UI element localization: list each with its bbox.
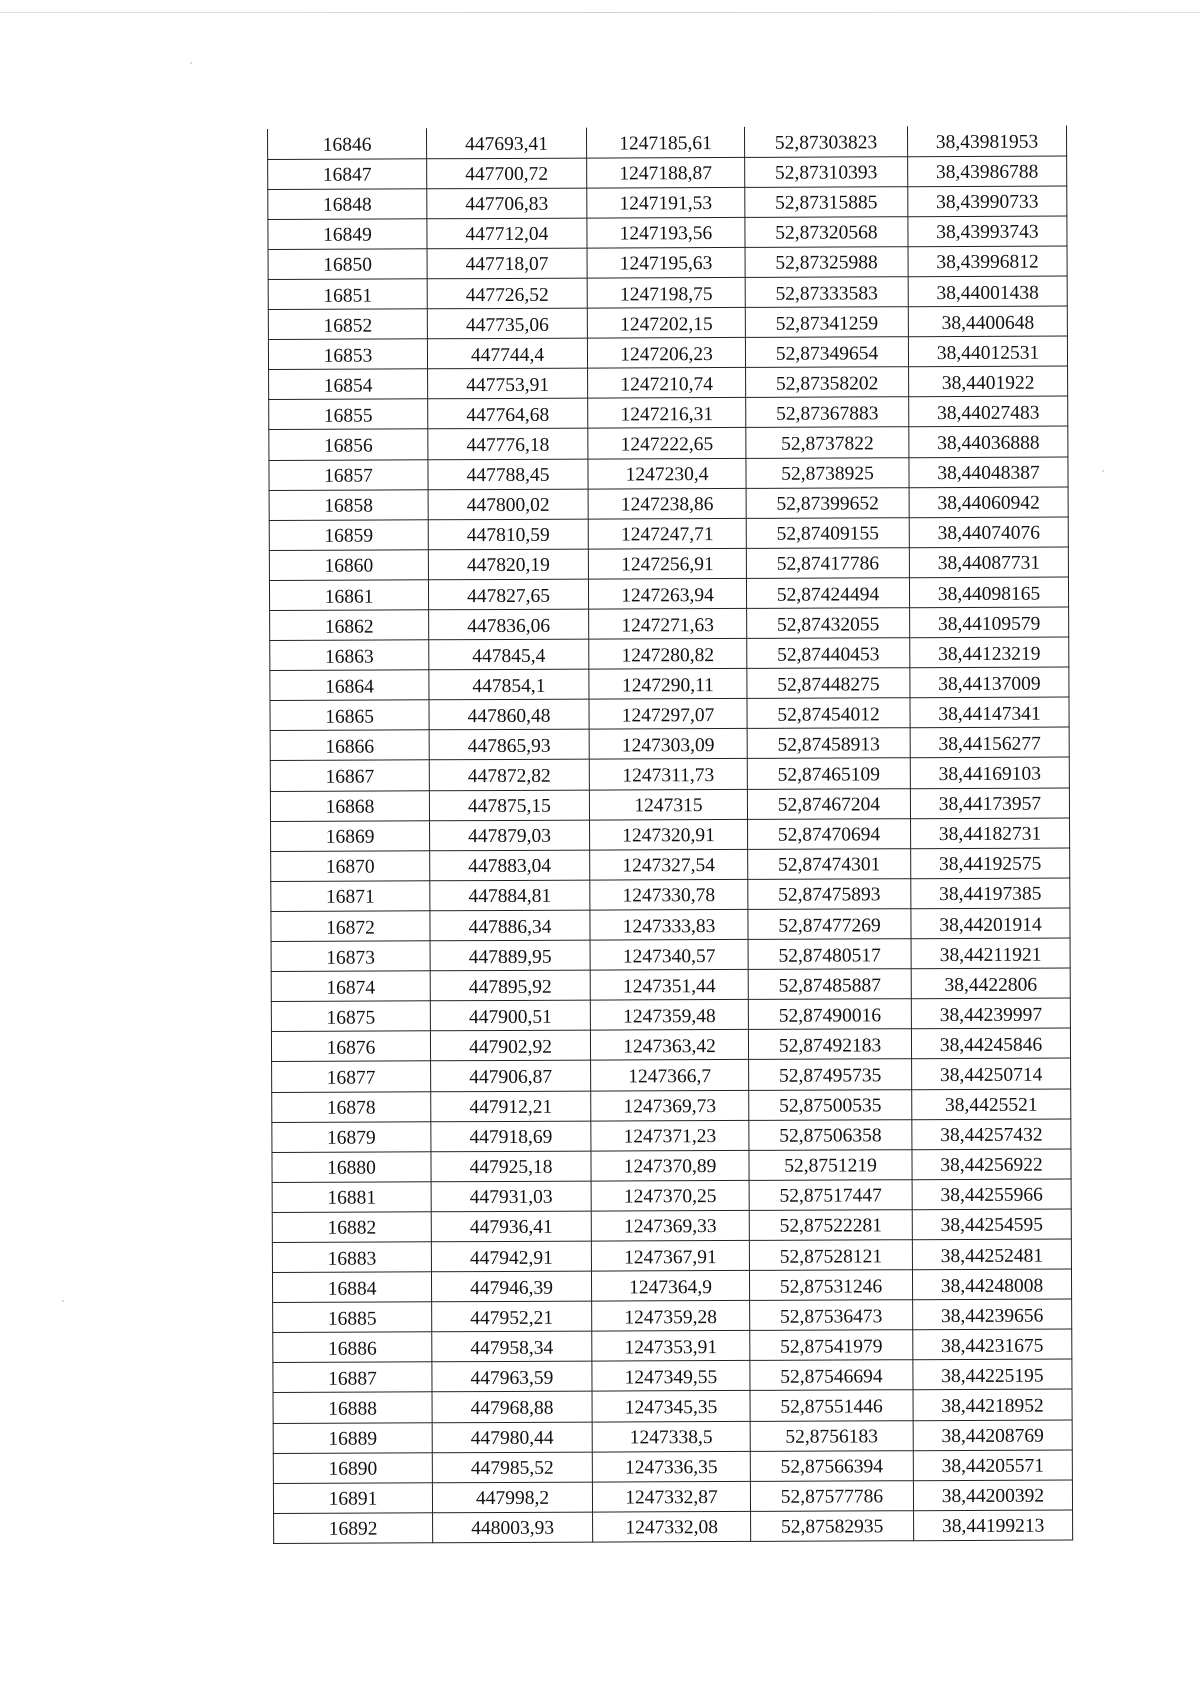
- x-coordinate-cell: 447820,19: [428, 549, 588, 580]
- point-number-cell: 16873: [271, 941, 430, 972]
- table-row: [270, 727, 1069, 761]
- point-number-cell: 16885: [273, 1302, 432, 1333]
- y-coordinate-cell: 1247185,61: [586, 127, 744, 158]
- x-coordinate-cell: 447963,59: [432, 1361, 592, 1392]
- x-coordinate-cell: 447718,07: [427, 248, 587, 279]
- latitude-cell: 52,87399652: [746, 487, 909, 518]
- table-row: [273, 1329, 1072, 1363]
- longitude-cell: 38,4400648: [908, 306, 1067, 337]
- y-coordinate-cell: 1247332,08: [593, 1511, 751, 1542]
- point-number-cell: 16871: [271, 881, 430, 912]
- x-coordinate-cell: 447764,68: [428, 398, 588, 429]
- point-number-cell: 16877: [272, 1061, 431, 1092]
- table-row: [272, 1149, 1071, 1183]
- longitude-cell: 38,4425521: [912, 1089, 1071, 1120]
- table-row: [270, 667, 1069, 701]
- y-coordinate-cell: 1247303,09: [589, 729, 747, 760]
- point-number-cell: 16892: [274, 1513, 433, 1544]
- y-coordinate-cell: 1247311,73: [589, 759, 747, 790]
- point-number-cell: 16856: [269, 429, 428, 460]
- table-row: [273, 1420, 1072, 1454]
- latitude-cell: 52,87551446: [750, 1390, 913, 1421]
- y-coordinate-cell: 1247263,94: [588, 578, 746, 609]
- point-number-cell: 16854: [269, 369, 428, 400]
- point-number-cell: 16863: [270, 640, 429, 671]
- y-coordinate-cell: 1247370,25: [591, 1180, 749, 1211]
- point-number-cell: 16887: [273, 1362, 432, 1393]
- y-coordinate-cell: 1247193,56: [587, 217, 745, 248]
- latitude-cell: 52,87325988: [745, 247, 908, 278]
- point-number-cell: 16858: [269, 489, 428, 520]
- longitude-cell: 38,44205571: [913, 1450, 1072, 1481]
- longitude-cell: 38,44239656: [913, 1299, 1072, 1330]
- y-coordinate-cell: 1247366,7: [591, 1060, 749, 1091]
- longitude-cell: 38,44156277: [910, 727, 1069, 758]
- point-number-cell: 16886: [273, 1332, 432, 1363]
- latitude-cell: 52,87582935: [751, 1511, 914, 1542]
- y-coordinate-cell: 1247256,91: [588, 548, 746, 579]
- x-coordinate-cell: 447712,04: [427, 218, 587, 249]
- longitude-cell: 38,44098165: [909, 577, 1068, 608]
- longitude-cell: 38,43986788: [908, 156, 1067, 187]
- point-number-cell: 16880: [272, 1151, 431, 1182]
- y-coordinate-cell: 1247369,73: [591, 1090, 749, 1121]
- longitude-cell: 38,44231675: [913, 1329, 1072, 1360]
- x-coordinate-cell: 447875,15: [429, 790, 589, 821]
- table-row: [268, 186, 1067, 220]
- y-coordinate-cell: 1247222,65: [588, 428, 746, 459]
- point-number-cell: 16866: [270, 730, 429, 761]
- y-coordinate-cell: 1247315: [589, 789, 747, 820]
- x-coordinate-cell: 447872,82: [429, 760, 589, 791]
- point-number-cell: 16864: [270, 670, 429, 701]
- longitude-cell: 38,44255966: [912, 1179, 1071, 1210]
- latitude-cell: 52,87480517: [748, 939, 911, 970]
- x-coordinate-cell: 447900,51: [430, 1000, 590, 1031]
- point-number-cell: 16890: [273, 1452, 432, 1483]
- longitude-cell: 38,44218952: [913, 1389, 1072, 1420]
- table-row: [271, 848, 1070, 882]
- point-number-cell: 16884: [272, 1272, 431, 1303]
- x-coordinate-cell: 447952,21: [432, 1301, 592, 1332]
- point-number-cell: 16878: [272, 1091, 431, 1122]
- y-coordinate-cell: 1247320,91: [590, 819, 748, 850]
- point-number-cell: 16850: [268, 249, 427, 280]
- table-row: [272, 1058, 1071, 1092]
- longitude-cell: 38,4401922: [909, 366, 1068, 397]
- y-coordinate-cell: 1247351,44: [590, 970, 748, 1001]
- latitude-cell: 52,87474301: [748, 848, 911, 879]
- table-row: [271, 1028, 1070, 1062]
- latitude-cell: 52,87495735: [749, 1059, 912, 1090]
- x-coordinate-cell: 447925,18: [431, 1151, 591, 1182]
- longitude-cell: 38,44248008: [912, 1269, 1071, 1300]
- longitude-cell: 38,44252481: [912, 1239, 1071, 1270]
- x-coordinate-cell: 447860,48: [429, 699, 589, 730]
- latitude-cell: 52,87417786: [746, 548, 909, 579]
- x-coordinate-cell: 447726,52: [427, 278, 587, 309]
- latitude-cell: 52,8737822: [746, 427, 909, 458]
- x-coordinate-cell: 447735,06: [427, 308, 587, 339]
- scan-speck: [1102, 470, 1104, 472]
- x-coordinate-cell: 447693,41: [426, 128, 586, 159]
- y-coordinate-cell: 1247198,75: [587, 277, 745, 308]
- latitude-cell: 52,87358202: [746, 367, 909, 398]
- table-row: [272, 1239, 1071, 1273]
- latitude-cell: 52,87465109: [747, 758, 910, 789]
- coordinates-table-body: [268, 126, 1073, 1544]
- point-number-cell: 16882: [272, 1212, 431, 1243]
- latitude-cell: 52,87458913: [747, 728, 910, 759]
- scan-speck: [62, 1300, 64, 1302]
- table-row: [273, 1359, 1072, 1393]
- table-row: [269, 487, 1068, 521]
- point-number-cell: 16859: [269, 520, 428, 551]
- latitude-cell: 52,87454012: [747, 698, 910, 729]
- point-number-cell: 16867: [270, 760, 429, 791]
- table-row: [269, 547, 1068, 581]
- table-row: [272, 1089, 1071, 1123]
- latitude-cell: 52,87424494: [746, 578, 909, 609]
- point-number-cell: 16881: [272, 1182, 431, 1213]
- y-coordinate-cell: 1247340,57: [590, 939, 748, 970]
- y-coordinate-cell: 1247280,82: [589, 639, 747, 670]
- y-coordinate-cell: 1247327,54: [590, 849, 748, 880]
- longitude-cell: 38,44048387: [909, 457, 1068, 488]
- x-coordinate-cell: 447918,69: [431, 1121, 591, 1152]
- point-number-cell: 16869: [271, 820, 430, 851]
- longitude-cell: 38,44173957: [910, 788, 1069, 819]
- x-coordinate-cell: 447889,95: [430, 940, 590, 971]
- x-coordinate-cell: 447845,4: [429, 639, 589, 670]
- longitude-cell: 38,43993743: [908, 216, 1067, 247]
- y-coordinate-cell: 1247333,83: [590, 909, 748, 940]
- longitude-cell: 38,44060942: [909, 487, 1068, 518]
- latitude-cell: 52,87470694: [748, 818, 911, 849]
- latitude-cell: 52,8751219: [749, 1149, 912, 1180]
- table-row: [272, 1269, 1071, 1303]
- table-row: [269, 396, 1068, 430]
- latitude-cell: 52,87490016: [748, 999, 911, 1030]
- x-coordinate-cell: 447936,41: [431, 1211, 591, 1242]
- latitude-cell: 52,87315885: [745, 186, 908, 217]
- table-row: [269, 366, 1068, 400]
- latitude-cell: 52,87500535: [749, 1089, 912, 1120]
- latitude-cell: 52,87506358: [749, 1119, 912, 1150]
- point-number-cell: 16874: [271, 971, 430, 1002]
- y-coordinate-cell: 1247216,31: [588, 398, 746, 429]
- latitude-cell: 52,87310393: [745, 156, 908, 187]
- point-number-cell: 16868: [270, 790, 429, 821]
- coordinates-table: [267, 126, 1073, 1544]
- y-coordinate-cell: 1247271,63: [589, 608, 747, 639]
- x-coordinate-cell: 447958,34: [432, 1331, 592, 1362]
- latitude-cell: 52,87341259: [745, 307, 908, 338]
- x-coordinate-cell: 447883,04: [430, 850, 590, 881]
- longitude-cell: 38,44239997: [911, 998, 1070, 1029]
- table-row: [270, 788, 1069, 822]
- x-coordinate-cell: 448003,93: [433, 1512, 593, 1543]
- x-coordinate-cell: 447998,2: [432, 1482, 592, 1513]
- point-number-cell: 16889: [273, 1422, 432, 1453]
- y-coordinate-cell: 1247336,35: [592, 1451, 750, 1482]
- longitude-cell: 38,44192575: [911, 848, 1070, 879]
- latitude-cell: 52,87517447: [749, 1179, 912, 1210]
- latitude-cell: 52,87333583: [745, 277, 908, 308]
- longitude-cell: 38,44245846: [911, 1028, 1070, 1059]
- longitude-cell: 38,44137009: [910, 667, 1069, 698]
- latitude-cell: 52,87440453: [747, 638, 910, 669]
- y-coordinate-cell: 1247191,53: [587, 187, 745, 218]
- y-coordinate-cell: 1247290,11: [589, 669, 747, 700]
- longitude-cell: 38,4422806: [911, 968, 1070, 999]
- table-row: [269, 517, 1068, 551]
- point-number-cell: 16848: [268, 188, 427, 219]
- x-coordinate-cell: 447800,02: [428, 489, 588, 520]
- x-coordinate-cell: 447906,87: [431, 1061, 591, 1092]
- latitude-cell: 52,87577786: [750, 1480, 913, 1511]
- table-row: [271, 878, 1070, 912]
- y-coordinate-cell: 1247359,48: [590, 1000, 748, 1031]
- latitude-cell: 52,87485887: [748, 969, 911, 1000]
- x-coordinate-cell: 447985,52: [432, 1452, 592, 1483]
- table-row: [271, 938, 1070, 972]
- table-row: [272, 1119, 1071, 1153]
- longitude-cell: 38,43990733: [908, 186, 1067, 217]
- point-number-cell: 16849: [268, 219, 427, 250]
- x-coordinate-cell: 447706,83: [427, 188, 587, 219]
- y-coordinate-cell: 1247247,71: [588, 518, 746, 549]
- latitude-cell: 52,8756183: [750, 1420, 913, 1451]
- table-row: [272, 1209, 1071, 1243]
- longitude-cell: 38,44256922: [912, 1149, 1071, 1180]
- longitude-cell: 38,44074076: [909, 517, 1068, 548]
- y-coordinate-cell: 1247367,91: [591, 1240, 749, 1271]
- y-coordinate-cell: 1247359,28: [592, 1301, 750, 1332]
- point-number-cell: 16855: [269, 399, 428, 430]
- longitude-cell: 38,44087731: [909, 547, 1068, 578]
- x-coordinate-cell: 447865,93: [429, 729, 589, 760]
- x-coordinate-cell: 447980,44: [432, 1422, 592, 1453]
- point-number-cell: 16875: [271, 1001, 430, 1032]
- point-number-cell: 16883: [272, 1242, 431, 1273]
- y-coordinate-cell: 1247345,35: [592, 1391, 750, 1422]
- table-row: [272, 1179, 1071, 1213]
- x-coordinate-cell: 447810,59: [428, 519, 588, 550]
- table-row: [268, 216, 1067, 250]
- latitude-cell: 52,87522281: [749, 1210, 912, 1241]
- point-number-cell: 16857: [269, 459, 428, 490]
- scan-top-edge: [0, 12, 1200, 13]
- latitude-cell: 52,87541979: [750, 1330, 913, 1361]
- latitude-cell: 52,87528121: [749, 1240, 912, 1271]
- y-coordinate-cell: 1247349,55: [592, 1361, 750, 1392]
- table-row: [268, 336, 1067, 370]
- x-coordinate-cell: 447879,03: [430, 820, 590, 851]
- y-coordinate-cell: 1247363,42: [590, 1030, 748, 1061]
- point-number-cell: 16876: [271, 1031, 430, 1062]
- longitude-cell: 38,43981953: [907, 126, 1066, 157]
- longitude-cell: 38,44211921: [911, 938, 1070, 969]
- x-coordinate-cell: 447776,18: [428, 429, 588, 460]
- x-coordinate-cell: 447884,81: [430, 880, 590, 911]
- point-number-cell: 16851: [268, 279, 427, 310]
- table-row: [269, 577, 1068, 611]
- longitude-cell: 38,44109579: [910, 607, 1069, 638]
- point-number-cell: 16888: [273, 1392, 432, 1423]
- longitude-cell: 38,44201914: [911, 908, 1070, 939]
- x-coordinate-cell: 447902,92: [430, 1030, 590, 1061]
- table-row: [270, 757, 1069, 791]
- table-row: [268, 306, 1067, 340]
- x-coordinate-cell: 447753,91: [428, 368, 588, 399]
- x-coordinate-cell: 447836,06: [429, 609, 589, 640]
- table-row: [271, 968, 1070, 1002]
- longitude-cell: 38,44001438: [908, 276, 1067, 307]
- table-row: [270, 607, 1069, 641]
- scan-speck: [190, 62, 192, 64]
- y-coordinate-cell: 1247353,91: [592, 1331, 750, 1362]
- y-coordinate-cell: 1247297,07: [589, 699, 747, 730]
- point-number-cell: 16847: [268, 158, 427, 189]
- x-coordinate-cell: 447912,21: [431, 1091, 591, 1122]
- y-coordinate-cell: 1247330,78: [590, 879, 748, 910]
- longitude-cell: 38,44208769: [913, 1420, 1072, 1451]
- latitude-cell: 52,87492183: [748, 1029, 911, 1060]
- table-row: [270, 697, 1069, 731]
- longitude-cell: 38,44147341: [910, 697, 1069, 728]
- x-coordinate-cell: 447942,91: [431, 1241, 591, 1272]
- longitude-cell: 38,44182731: [911, 818, 1070, 849]
- x-coordinate-cell: 447931,03: [431, 1181, 591, 1212]
- table-row: [269, 426, 1068, 460]
- point-number-cell: 16852: [268, 309, 427, 340]
- longitude-cell: 38,44169103: [910, 757, 1069, 788]
- table-row: [268, 246, 1067, 280]
- longitude-cell: 38,44123219: [910, 637, 1069, 668]
- latitude-cell: 52,87546694: [750, 1360, 913, 1391]
- x-coordinate-cell: 447700,72: [427, 158, 587, 189]
- point-number-cell: 16861: [269, 580, 428, 611]
- latitude-cell: 52,8738925: [746, 457, 909, 488]
- y-coordinate-cell: 1247206,23: [587, 338, 745, 369]
- y-coordinate-cell: 1247364,9: [591, 1270, 749, 1301]
- y-coordinate-cell: 1247370,89: [591, 1150, 749, 1181]
- y-coordinate-cell: 1247188,87: [587, 157, 745, 188]
- y-coordinate-cell: 1247230,4: [588, 458, 746, 489]
- latitude-cell: 52,87432055: [747, 608, 910, 639]
- longitude-cell: 38,44199213: [914, 1510, 1073, 1541]
- longitude-cell: 38,44197385: [911, 878, 1070, 909]
- latitude-cell: 52,87467204: [747, 788, 910, 819]
- latitude-cell: 52,87409155: [746, 517, 909, 548]
- point-number-cell: 16879: [272, 1121, 431, 1152]
- x-coordinate-cell: 447895,92: [430, 970, 590, 1001]
- latitude-cell: 52,87349654: [745, 337, 908, 368]
- x-coordinate-cell: 447886,34: [430, 910, 590, 941]
- table-row: [268, 276, 1067, 310]
- y-coordinate-cell: 1247369,33: [591, 1210, 749, 1241]
- table-row: [271, 818, 1070, 852]
- latitude-cell: 52,87477269: [748, 909, 911, 940]
- table-row: [273, 1450, 1072, 1484]
- longitude-cell: 38,44012531: [908, 336, 1067, 367]
- latitude-cell: 52,87531246: [749, 1270, 912, 1301]
- y-coordinate-cell: 1247371,23: [591, 1120, 749, 1151]
- latitude-cell: 52,87475893: [748, 879, 911, 910]
- point-number-cell: 16865: [270, 700, 429, 731]
- table-row: [274, 1510, 1073, 1544]
- longitude-cell: 38,44254595: [912, 1209, 1071, 1240]
- longitude-cell: 38,44027483: [909, 396, 1068, 427]
- y-coordinate-cell: 1247338,5: [592, 1421, 750, 1452]
- longitude-cell: 38,44257432: [912, 1119, 1071, 1150]
- table-row: [271, 998, 1070, 1032]
- latitude-cell: 52,87536473: [750, 1300, 913, 1331]
- y-coordinate-cell: 1247210,74: [588, 368, 746, 399]
- table-row: [269, 457, 1068, 491]
- x-coordinate-cell: 447968,88: [432, 1392, 592, 1423]
- longitude-cell: 38,43996812: [908, 246, 1067, 277]
- x-coordinate-cell: 447946,39: [431, 1271, 591, 1302]
- table-row: [273, 1480, 1072, 1514]
- table-row: [268, 156, 1067, 190]
- table-row: [270, 637, 1069, 671]
- latitude-cell: 52,87320568: [745, 216, 908, 247]
- x-coordinate-cell: 447744,4: [427, 338, 587, 369]
- latitude-cell: 52,87448275: [747, 668, 910, 699]
- table-row: [271, 908, 1070, 942]
- longitude-cell: 38,44036888: [909, 426, 1068, 457]
- y-coordinate-cell: 1247195,63: [587, 247, 745, 278]
- longitude-cell: 38,44250714: [912, 1058, 1071, 1089]
- point-number-cell: 16870: [271, 851, 430, 882]
- x-coordinate-cell: 447788,45: [428, 459, 588, 490]
- point-number-cell: 16862: [270, 610, 429, 641]
- longitude-cell: 38,44225195: [913, 1359, 1072, 1390]
- table-row: [268, 126, 1067, 160]
- point-number-cell: 16872: [271, 911, 430, 942]
- latitude-cell: 52,87303823: [744, 126, 907, 157]
- y-coordinate-cell: 1247238,86: [588, 488, 746, 519]
- point-number-cell: 16853: [268, 339, 427, 370]
- y-coordinate-cell: 1247332,87: [592, 1481, 750, 1512]
- latitude-cell: 52,87566394: [750, 1450, 913, 1481]
- latitude-cell: 52,87367883: [746, 397, 909, 428]
- point-number-cell: 16846: [268, 128, 427, 159]
- longitude-cell: 38,44200392: [913, 1480, 1072, 1511]
- point-number-cell: 16891: [273, 1483, 432, 1514]
- table-row: [273, 1299, 1072, 1333]
- x-coordinate-cell: 447854,1: [429, 669, 589, 700]
- y-coordinate-cell: 1247202,15: [587, 307, 745, 338]
- x-coordinate-cell: 447827,65: [428, 579, 588, 610]
- table-row: [273, 1389, 1072, 1423]
- point-number-cell: 16860: [269, 550, 428, 581]
